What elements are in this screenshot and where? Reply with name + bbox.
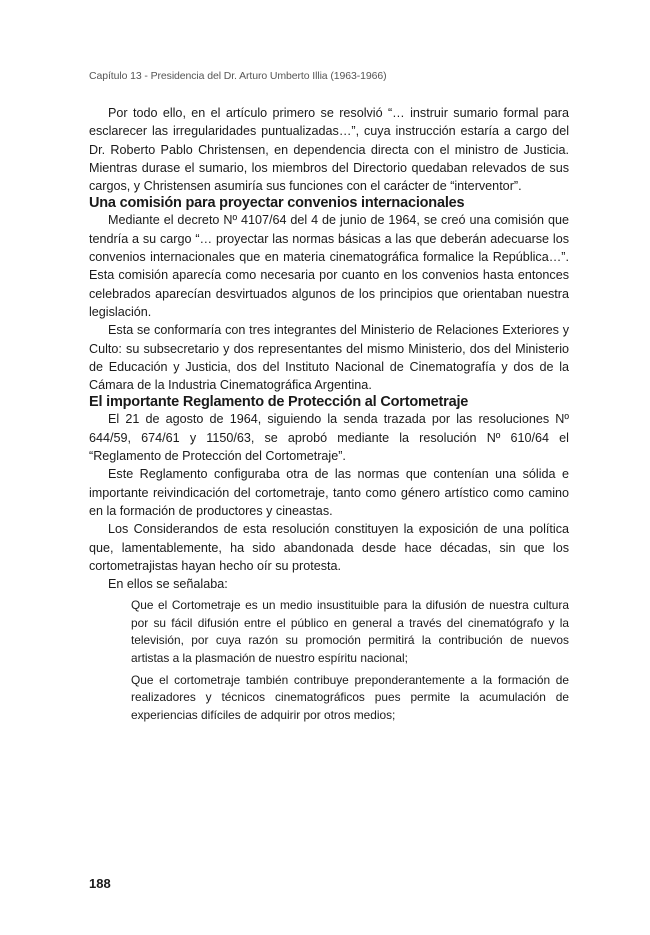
running-header: Capítulo 13 - Presidencia del Dr. Arturo Umberto Illia (1963-1966) — [89, 70, 387, 82]
page-content — [89, 104, 569, 729]
section-heading-cortometraje: El importante Reglamento de Protección al Cortometraje — [89, 394, 469, 411]
section2-paragraph-1: El 21 de agosto de 1964, siguiendo la senda trazada por las resoluciones Nº 644/59, 674/61 y 1150/63, se aprobó mediante la resolución Nº 610/64 el “Reglamento de Protección del Cortometraje”. — [89, 412, 569, 464]
section-heading-convenios: Una comisión para proyectar convenios internacionales — [89, 195, 465, 212]
block-quote — [89, 597, 569, 724]
quote-paragraph-1: Que el Cortometraje es un medio insustituible para la difusión de nuestra cultura por su fácil difusión entre el público en general a través del cinematógrafo y la televisión, por cuya razón su promoción permitirá la contribución de nuevos artistas a la plasmación de nuestro espíritu nacional; — [131, 598, 569, 665]
section1-paragraph-2: Esta se conformaría con tres integrantes del Ministerio de Relaciones Exteriores y Culto: su subsecretario y dos representantes del mismo Ministerio, dos del Ministerio de Educación y Justicia, dos del Instituto Nacional de Cinematografía y dos de la Cámara de la Industria Cinematográfica Argentina. — [89, 323, 569, 393]
section2-paragraph-3: Los Considerandos de esta resolución constituyen la exposición de una política que, lamentablemente, ha sido abandonada desde hace décadas, sin que los cortometrajistas hayan hecho oír su protesta. — [89, 522, 569, 573]
intro-paragraph: Por todo ello, en el artículo primero se resolvió “… instruir sumario formal para esclarecer las irregularidades puntualizadas…”, cuya instrucción estaría a cargo del Dr. Roberto Pablo Christensen, en dependencia directa con el ministro de Justicia. Mientras durase el sumario, los miembros del Directorio quedaban relevados de sus cargos, y Christensen asumiría sus funciones con el carácter de “interventor”. — [89, 106, 569, 194]
quote-paragraph-2: Que el cortometraje también contribuye preponderantemente a la formación de realizadores y técnicos cinematográficos pues permite la acumulación de experiencias difíciles de adquirir por otros medios; — [131, 673, 569, 722]
section2-paragraph-4: En ellos se señalaba: — [108, 577, 228, 592]
page-number: 188 — [89, 876, 111, 891]
section2-paragraph-2: Este Reglamento configuraba otra de las normas que contenían una sólida e importante reivindicación del cortometraje, tanto como género artístico como camino en la formación de productores y cineastas. — [89, 467, 569, 518]
section1-paragraph-1: Mediante el decreto Nº 4107/64 del 4 de junio de 1964, se creó una comisión que tendría a su cargo “… proyectar las normas básicas a las que deberán adecuarse los convenios internacionales que en materia cinematográfica formalice la República…”. Esta comisión aparecía como necesaria por cuanto en los convenios hasta entonces celebrados aparecían desvirtuados algunos de los principios que orientaban nuestra legislación. — [89, 213, 569, 319]
